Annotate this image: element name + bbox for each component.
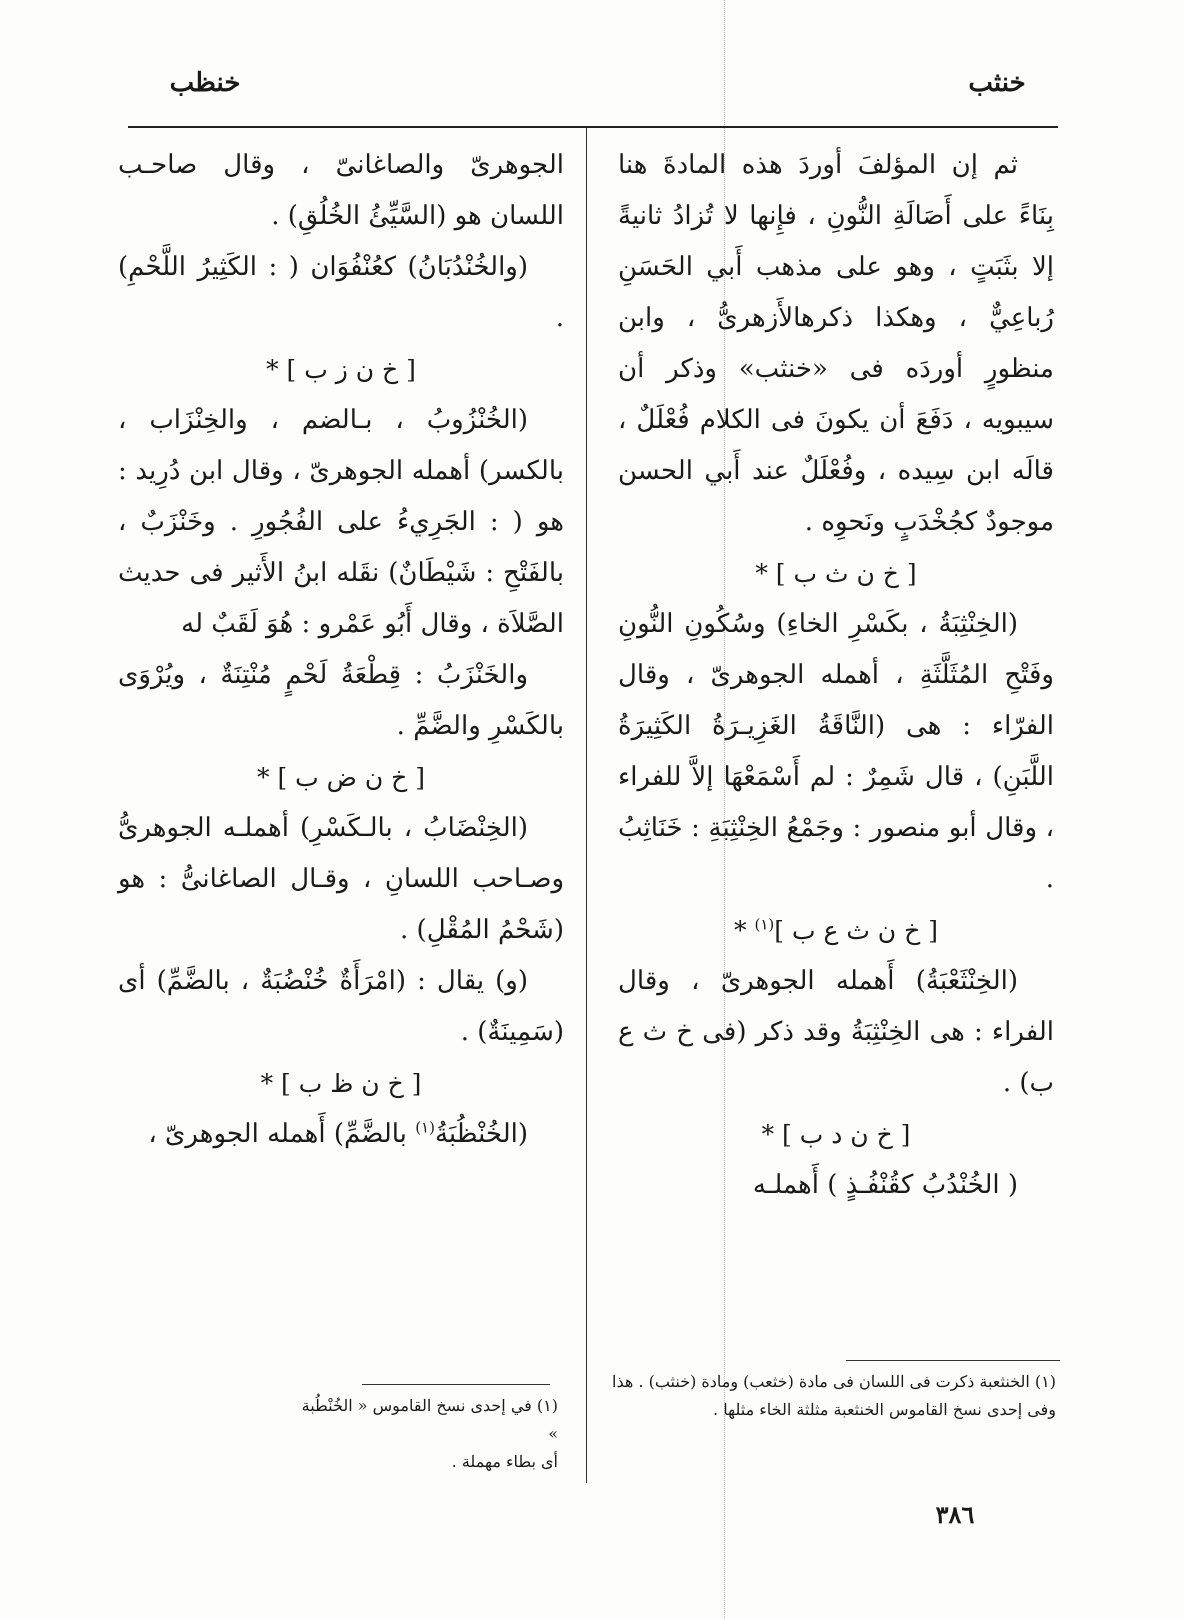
left-column <box>118 140 564 1160</box>
entry-heading-khnthb: [ خ ن ث ب ] * <box>755 559 917 588</box>
footnote-rule-left <box>362 1384 550 1385</box>
header-right-word: خنثب <box>968 68 1026 98</box>
right-paragraph-2: (الخِنْثِبَةُ ، بكَسْرِ الخاءِ) وسُكُونِ النُّونِ وفَتْحِ المُثَلَّثَةِ ، أهمله الجوهرىّ ، وقال الفرّاء : هى (النَّاقَةُ الغَزِيـرَةُ الكَثِيرَةُ اللَّبَنِ) ، قال شَمِرٌ : لم أَسْمَعْهَا إلاَّ للفراء ، وقال أبو منصور : وجَمْعُ الخِنْثِبَةِ : خَنَاثِبُ . <box>618 609 1054 894</box>
footnote-right: (١) الخنثعبة ذكرت فى اللسان فى مادة (خثعب) ومادة (خنثب) . هذا وفى إحدى نسخ القاموس الخنثعبة مثلثة الخاء مثلها . <box>612 1372 1056 1419</box>
left-paragraph-7-start: (الخُنْظُبَةُ <box>434 1119 528 1149</box>
right-paragraph-4: ( الخُنْدُبُ كقُنْفُـذٍ ) أَهملـه <box>752 1170 1018 1200</box>
left-paragraph-6: (و) يقال : (امْرَأَةٌ خُنْضُبَةٌ ، بالضَّمِّ) أى (سَمِينَةٌ) . <box>118 966 564 1047</box>
entry-heading-khnzb: [ خ ن ز ب ] * <box>266 355 416 384</box>
right-column <box>618 140 1054 1211</box>
left-paragraph-7-end: بالضَّمِّ) أَهمله الجوهرىّ ، <box>148 1119 416 1149</box>
left-paragraph-1: الجوهرىّ والصاغانىّ ، وقال صاحـب اللسان هو (السَّيِّئُ الخُلُقِ) . <box>118 150 564 231</box>
left-paragraph-7 <box>118 1109 564 1160</box>
entry-heading-khndb2: [ خ ن ض ب ] * <box>257 763 425 792</box>
header-left-word: خنظب <box>169 68 241 98</box>
entry-heading-khntheb <box>618 905 1054 956</box>
heading-star: * <box>734 916 755 945</box>
footnote-marker: (١) <box>415 1118 435 1137</box>
right-paragraph-3: (الخِنْثَعْبَةُ) أَهمله الجوهرىّ ، وقال الفراء : هى الخِنْثِبَةُ وقد ذكر (فى خ ث ع ب) . <box>618 966 1054 1098</box>
header-rule <box>128 126 1058 128</box>
page-number: ٣٨٦ <box>935 1500 975 1529</box>
left-paragraph-5: (الخِنْضَابُ ، بالـكَسْرِ) أهملـه الجوهرىُّ وصـاحب اللسانِ ، وقـال الصاغانىُّ : هو (شَحْمُ المُقْلِ) . <box>118 813 564 945</box>
left-paragraph-2: (والخُنْدُبَانُ) كعُنْفُوَان ( : الكَثِيرُ اللَّحْمِ) . <box>118 252 564 333</box>
footnote-left-line-1: (١) في إحدى نسخ القاموس « الخُنْطُبة » <box>301 1396 558 1443</box>
entry-heading-khndb: [ خ ن د ب ] * <box>761 1120 911 1149</box>
heading-text: [ خ ن ث ع ب ] <box>774 916 938 945</box>
right-paragraph-1: ثم إن المؤلفَ أوردَ هذه المادةَ هنا بِنَاءً على أَصَالَةِ النُّونِ ، فإِنها لا تُزادُ ثانيةً إلا بثَبَتٍ ، وهو على مذهب أَبي الحَسَنِ رُباعِيٌّ ، وهكذا ذكرهالأَزهرىُّ ، وابن منظورٍ أوردَه فى «خنثب» وذكر أن سيبويه ، دَفَعَ أن يكونَ فى الكلام فُعْلَلٌ ، قالَه ابن سِيده ، وفُعْلَلٌ عند أَبي الحسن موجودٌ كجُخْدَبٍ ونَحوِه . <box>618 150 1054 537</box>
footnote-left <box>300 1392 558 1476</box>
left-paragraph-3: (الخُنْزُوبُ ، بـالضم ، والخِنْزَاب ، بالكسر) أهمله الجوهرىّ ، وقال ابن دُرِيد : هو ( : الجَرِيءُ على الفُجُورِ . وخَنْزَبٌ ، بالفَتْحِ : شَيْطَانٌ) نقَله ابنُ الأَثير فى حديث الصَّلاَة ، وقال أَبُو عَمْرو : هُوَ لَقَبٌ له <box>118 405 564 639</box>
footnote-rule-right <box>846 1360 1060 1361</box>
left-paragraph-4: والخَنْزَبُ : قِطْعَةُ لَحْمٍ مُنْتِنَةٌ ، ويُرْوَى بالكَسْرِ والضَّمِّ . <box>118 660 564 741</box>
column-divider <box>586 128 587 1483</box>
footnote-left-line-2: أى بطاء مهملة . <box>451 1452 558 1471</box>
entry-heading-khnzb2: [ خ ن ظ ب ] * <box>260 1069 422 1098</box>
footnote-marker: (١) <box>754 915 775 934</box>
